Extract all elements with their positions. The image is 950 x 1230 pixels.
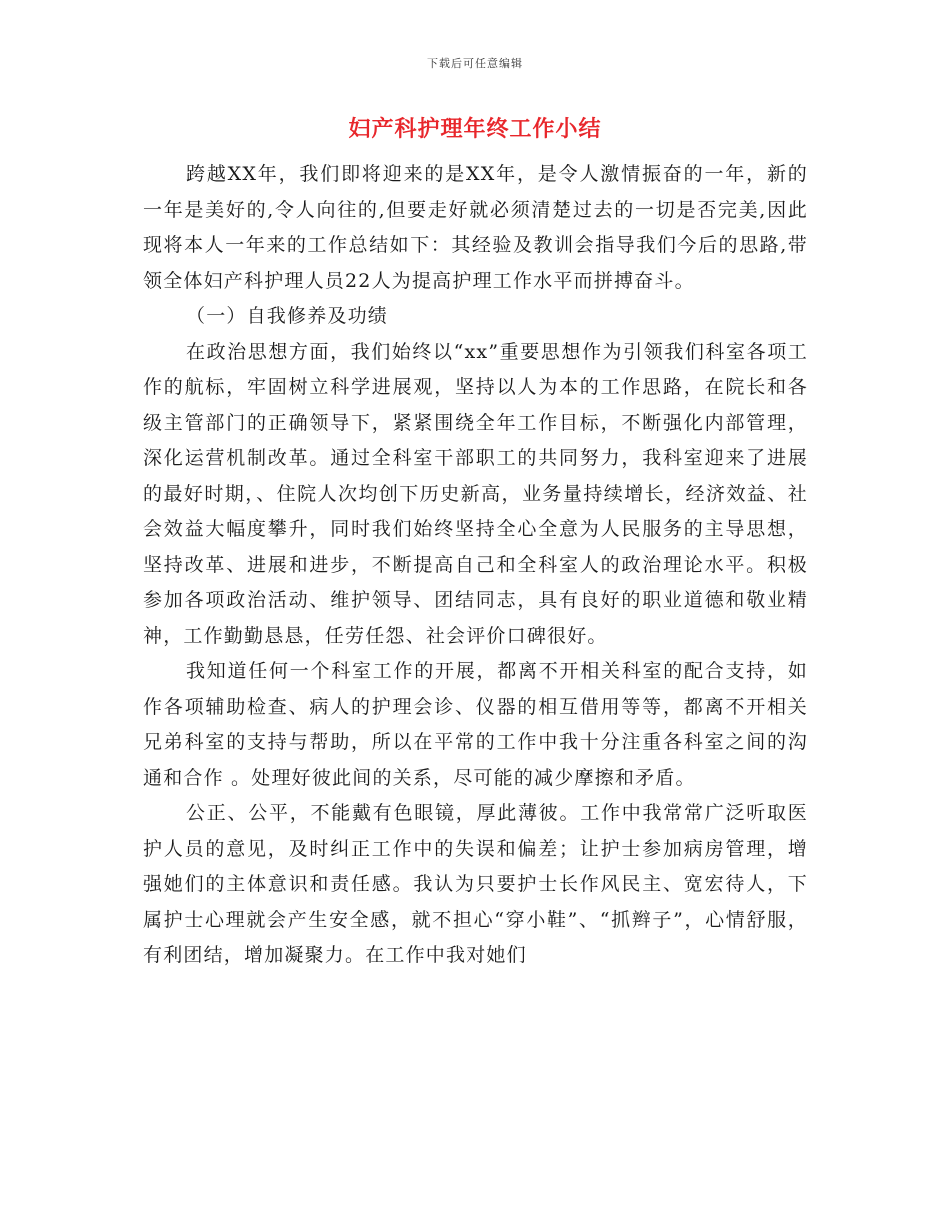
text-line: 宽宏待人，下属护士心理就会产生安全感，就不担心“穿小鞋”、	[143, 873, 808, 931]
text-line: 我科室迎来了进展的最好时期，、住院人次均创下历史新高，业务量	[143, 447, 808, 505]
text-line: 今后的思路,带领全体妇产科护理人员22人为提高护理工作水平而拼	[143, 234, 808, 292]
text-line: 结同志，具有良好的职业道德和敬业精神，工作勤勤恳恳，任劳任怨、	[143, 589, 808, 647]
text-line: 如作各项辅助检查、病人的护理会诊、仪器的相互借用等等，都离不	[143, 660, 808, 718]
paragraph-fairness	[143, 796, 808, 974]
text-line: 公正、公平，不能戴有色眼镜，厚此薄彼。工作中我常常广泛听	[186, 802, 768, 824]
text-line: 搏奋斗。	[613, 269, 695, 292]
text-line: 和全科室人的政治理论水平。积极参加各项政治活动、维护领导、团	[143, 553, 808, 611]
text-line: 在政治思想方面，我们始终以“xx”重要思想作为引领我们科室	[186, 340, 747, 363]
text-line: 持续增长，经济效益、社会效益大幅度攀升，同时我们始终坚持全心	[143, 482, 808, 540]
text-line: 我知道任何一个科室工作的开展，都离不开相关科室的配合支持，	[186, 660, 788, 682]
text-line: “抓辫子”，心情舒服，有利团结，增加凝聚力。在工作中我对她们	[143, 908, 808, 966]
text-line: 取医护人员的意见，及时纠正工作中的失误和偏差；让护士参加病房	[143, 802, 808, 860]
text-line: 在院长和各级主管部门的正确领导下，紧紧围绕全年工作目标，不断	[143, 376, 808, 434]
text-line: 完美,因此现将本人一年来的工作总结如下：其经验及教训会指导我们	[143, 198, 808, 256]
document-title: 妇产科护理年终工作小结	[348, 116, 602, 142]
paragraph-intro	[143, 157, 808, 299]
text-line: 新的一年是美好的,令人向往的,但要走好就必须清楚过去的一切是否	[143, 163, 808, 221]
text-line: 全意为人民服务的主导思想，坚持改革、进展和进步，不断提高自己	[143, 518, 808, 576]
header-note: 下载后可任意编辑	[427, 57, 523, 70]
text-line: 跨越XX年，我们即将迎来的是XX年，是令人激情振奋的一年，	[186, 163, 767, 185]
section-heading-text: （一）自我修养及功绩	[186, 305, 389, 327]
paragraph-politics	[143, 335, 808, 655]
text-line: 室之间的沟通和合作 。处理好彼此间的关系，尽可能的减少摩擦和矛	[143, 731, 808, 789]
text-line: 强化内部管理，深化运营机制改革。通过全科室干部职工的共同努力，	[143, 411, 808, 469]
text-line: 盾。	[655, 766, 696, 789]
section-heading	[143, 299, 808, 335]
text-line: 各项工作的航标，牢固树立科学进展观，坚持以人为本的工作思路，	[143, 340, 808, 398]
text-line: 管理，增强她们的主体意识和责任感。我认为只要护士长作风民主、	[143, 837, 808, 895]
text-line: 社会评价口碑很好。	[425, 624, 608, 647]
paragraph-cooperation	[143, 654, 808, 796]
document-body	[143, 157, 808, 974]
text-line: 开相关兄弟科室的支持与帮助，所以在平常的工作中我十分注重各科	[143, 695, 808, 753]
